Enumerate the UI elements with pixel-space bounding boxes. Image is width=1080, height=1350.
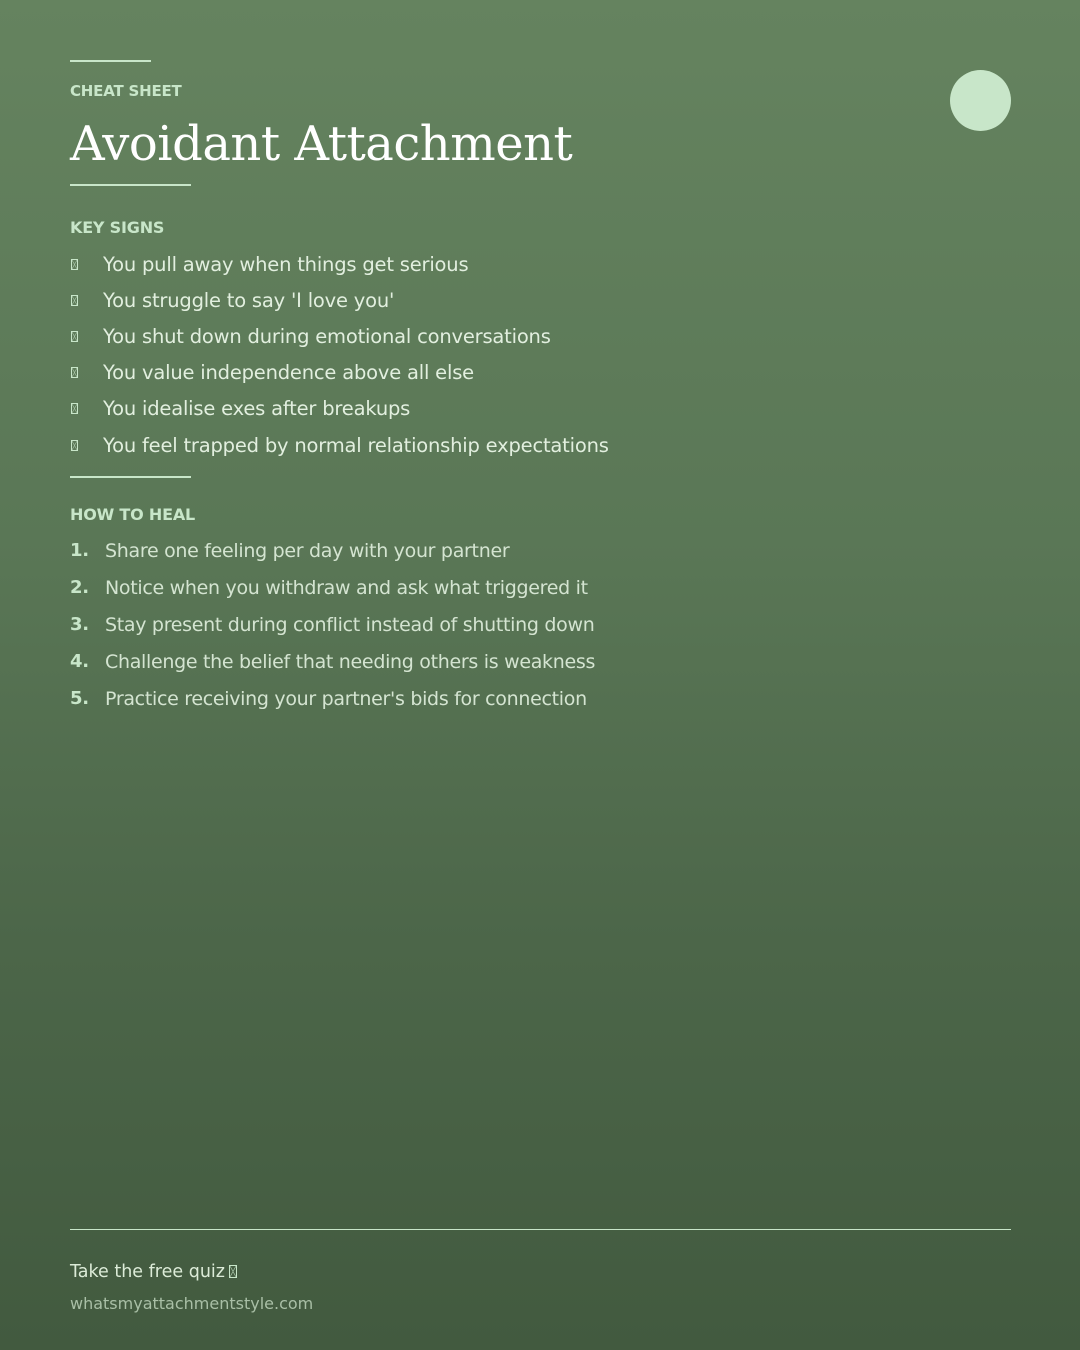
step-text: Practice receiving your partner's bids for connection — [105, 687, 587, 710]
bullet-icon — [71, 367, 78, 378]
step-number: 1. — [70, 540, 89, 561]
list-item — [70, 282, 609, 318]
list-item — [70, 569, 595, 606]
cheat-sheet-page — [70, 0, 1010, 1350]
list-item — [70, 680, 595, 717]
sign-text: You feel trapped by normal relationship expectations — [103, 433, 609, 457]
step-text: Challenge the belief that needing others is weakness — [105, 650, 596, 673]
bullet-icon — [71, 331, 78, 342]
list-item — [70, 246, 609, 282]
quiz-cta-link[interactable] — [70, 1262, 237, 1282]
website-url[interactable]: whatsmyattachmentstyle.com — [70, 1294, 314, 1313]
key-signs-heading: KEY SIGNS — [70, 218, 165, 237]
top-accent-rule — [70, 60, 151, 62]
sign-text: You pull away when things get serious — [103, 252, 469, 276]
list-item — [70, 606, 595, 643]
sign-text: You struggle to say 'I love you' — [103, 288, 395, 312]
page-title: Avoidant Attachment — [70, 116, 573, 172]
step-text: Stay present during conflict instead of shutting down — [105, 613, 595, 636]
bullet-icon — [71, 295, 78, 306]
step-number: 3. — [70, 614, 89, 635]
list-item — [70, 427, 609, 463]
cta-text: Take the free quiz — [70, 1262, 225, 1282]
how-to-heal-list — [70, 532, 595, 717]
step-number: 4. — [70, 651, 89, 672]
bullet-icon — [71, 403, 78, 414]
list-item — [70, 355, 609, 391]
bullet-icon — [71, 440, 78, 451]
title-underline-rule — [70, 184, 191, 186]
list-item — [70, 391, 609, 427]
step-text: Notice when you withdraw and ask what triggered it — [105, 576, 588, 599]
list-item — [70, 643, 595, 680]
list-item — [70, 532, 595, 569]
how-to-heal-heading: HOW TO HEAL — [70, 505, 195, 524]
step-text: Share one feeling per day with your partner — [105, 539, 510, 562]
footer-divider-rule — [70, 1229, 1011, 1230]
step-number: 2. — [70, 577, 89, 598]
sign-text: You value independence above all else — [103, 361, 474, 385]
list-item — [70, 318, 609, 354]
sign-text: You shut down during emotional conversations — [103, 324, 551, 348]
bullet-icon — [71, 259, 78, 270]
section-divider-rule — [70, 476, 191, 478]
arrow-icon — [229, 1265, 237, 1278]
step-number: 5. — [70, 688, 89, 709]
eyebrow-label: CHEAT SHEET — [70, 82, 182, 100]
sign-text: You idealise exes after breakups — [103, 397, 411, 421]
decorative-circle-icon — [950, 70, 1011, 131]
key-signs-list — [70, 246, 609, 463]
